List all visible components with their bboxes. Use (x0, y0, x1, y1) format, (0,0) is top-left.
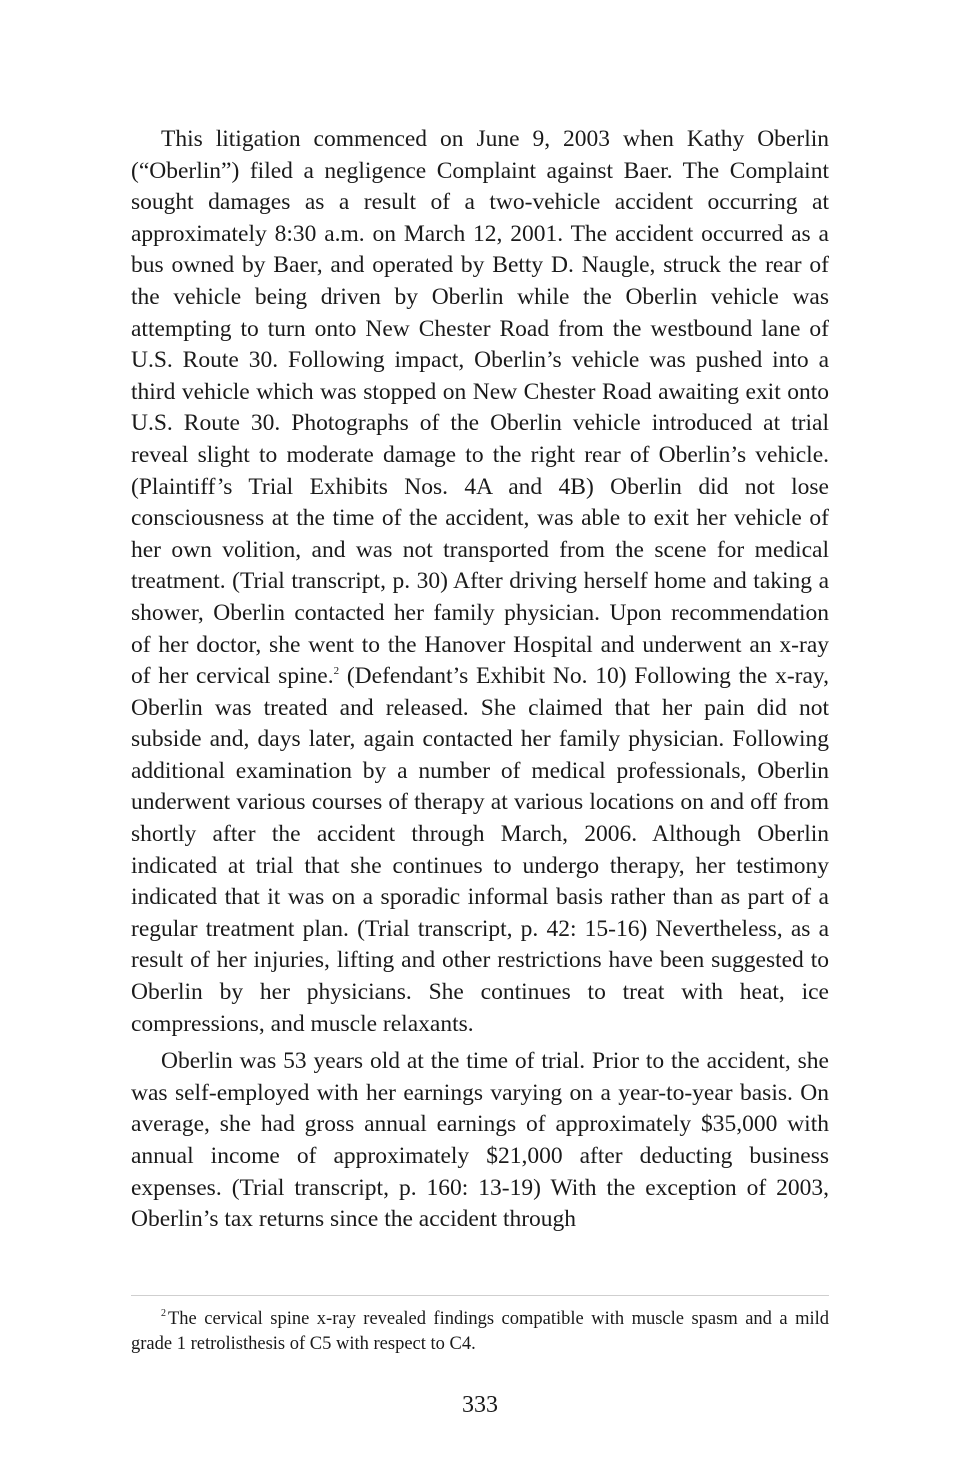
paragraph-1 (131, 124, 829, 1040)
page-number: 333 (462, 1392, 498, 1418)
page-body (131, 124, 829, 1236)
paragraph-2: Oberlin was 53 years old at the time of trial. Prior to the accident, she was self-employed with her earnings varying on a year-to-year basis. On average, she had gross annual earnings of approximately $35,000 with annual income of approximately $21,000 after deducting business expenses. (Trial transcript, p. 160: 13-19) With the exception of 2003, Oberlin’s tax returns since the accident through (131, 1048, 829, 1233)
footnote-2 (131, 1307, 829, 1357)
footnote-reference-2: 2 (333, 665, 340, 678)
footnote-text: The cervical spine x-ray revealed findings compatible with muscle spasm and a mild grade 1 retrolisthesis of C5 with respect to C4. (131, 1309, 829, 1354)
paragraph-1-text-after-note: (Defendant’s Exhibit No. 10) Following the x-ray, Oberlin was treated and released. She claimed that her pain did not subside and, days later, again contacted her family physician. Following additional examination by a number of medical professionals, Oberlin underwent various courses of therapy at various locations on and off from shortly after the accident through March, 2006. Although Oberlin indicated at trial that she continues to undergo therapy, her testimony indicated that it was on a sporadic informal basis rather than as part of a regular treatment plan. (Trial transcript, p. 42: 15-16) Nevertheless, as a result of her injuries, lifting and other restrictions have been suggested to Oberlin by her physicians. She continues to treat with heat, ice compressions, and muscle relaxants. (131, 663, 830, 1037)
paragraph-1-text-before-note: This litigation commenced on June 9, 2003 when Kathy Oberlin (“Oberlin”) filed a negligence Complaint against Baer. The Complaint sought damages as a result of a two-vehicle accident occurring at approximately 8:30 a.m. on March 12, 2001. The accident occurred as a bus owned by Baer, and operated by Betty D. Naugle, struck the rear of the vehicle being driven by Oberlin while the Oberlin vehicle was attempting to turn onto New Chester Road from the westbound lane of U.S. Route 30. Following impact, Oberlin’s vehicle was pushed into a third vehicle which was stopped on New Chester Road awaiting exit onto U.S. Route 30. Photographs of the Oberlin vehicle introduced at trial reveal slight to moderate damage to the right rear of Oberlin’s vehicle. (Plaintiff’s Trial Exhibits Nos. 4A and 4B) Oberlin did not lose consciousness at the time of the accident, was able to exit her vehicle of her own volition, and was not transported from the scene for medical treatment. (Trial transcript, p. 30) After driving herself home and taking a shower, Oberlin contacted her family physician. Upon recommendation of her doctor, she went to the Hanover Hospital and underwent an x-ray of her cervical spine. (131, 126, 829, 690)
footnote-mark: 2 (161, 1308, 166, 1319)
footnote-divider (131, 1295, 829, 1296)
